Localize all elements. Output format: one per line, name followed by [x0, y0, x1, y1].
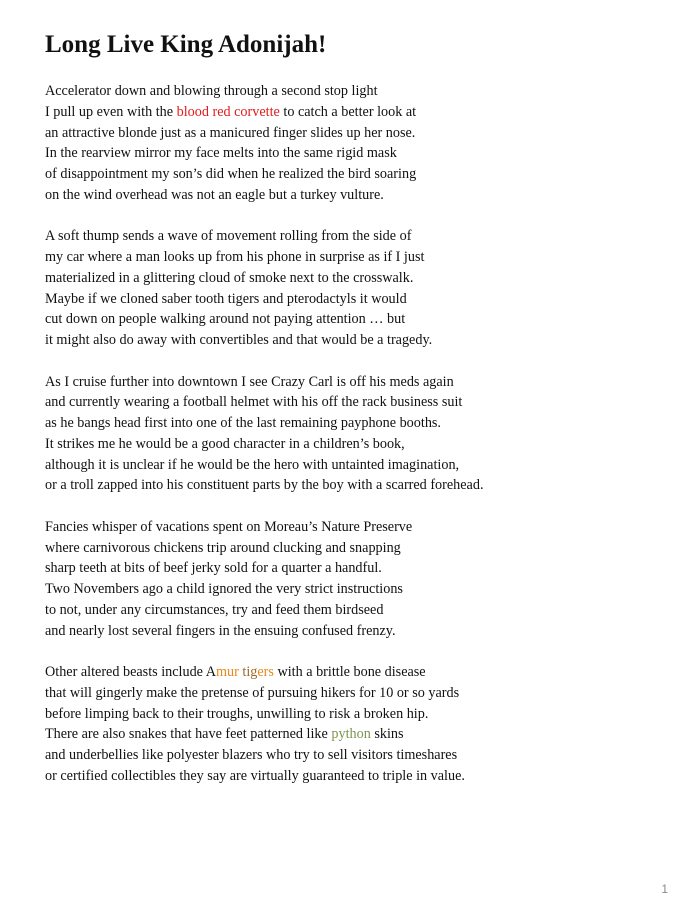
- line-text: There are also snakes that have feet patterned like: [45, 726, 332, 743]
- line-text: skins: [370, 726, 404, 743]
- poem-line: my car where a man looks up from his phone in surprise as if I just: [45, 249, 425, 265]
- poem-line: that will gingerly make the pretense of pursuing hikers for 10 or so yards: [45, 684, 460, 701]
- line-text: with a brittle bone disease: [273, 664, 426, 680]
- poem-line: and currently wearing a football helmet with his off the rack business suit: [45, 394, 463, 411]
- poem-line: cut down on people walking around not paying attention … but: [45, 311, 406, 328]
- line-text: to catch a better look at: [279, 103, 417, 120]
- poem-line: Fancies whisper of vacations spent on Moreau’s Nature Preserve: [45, 518, 413, 535]
- stanza-gap: [45, 641, 665, 662]
- poem-line: on the wind overhead was not an eagle but a turkey vulture.: [45, 186, 384, 203]
- poem-line: [45, 102, 665, 123]
- highlighted-text: ers: [257, 664, 274, 680]
- poem-line: and underbellies like polyester blazers who try to sell visitors timeshares: [45, 747, 458, 763]
- stanza-gap: [45, 496, 665, 517]
- poem-line: or a troll zapped into his constituent parts by the boy with a scarred forehead.: [45, 477, 484, 494]
- poem-line: Two Novembers ago a child ignored the very strict instructions: [45, 581, 403, 597]
- poem-body: [45, 81, 665, 787]
- poem-line: It strikes me he would be a good character in a children’s book,: [45, 435, 405, 452]
- poem-line: as he bangs head first into one of the last remaining payphone booths.: [45, 415, 441, 431]
- poem-line: Accelerator down and blowing through a second stop light: [45, 83, 378, 99]
- poem-line: materialized in a glittering cloud of smoke next to the crosswalk.: [45, 269, 414, 286]
- poem-line: to not, under any circumstances, try and feed them birdseed: [45, 601, 384, 618]
- poem-line: of disappointment my son’s did when he realized the bird soaring: [45, 166, 417, 182]
- poem-line: In the rearview mirror my face melts into the same rigid mask: [45, 145, 397, 162]
- highlighted-text: mur: [215, 664, 239, 680]
- poem-title: Long Live King Adonijah!: [45, 31, 327, 58]
- highlighted-text: python: [331, 726, 371, 743]
- stanza-gap: [45, 206, 665, 227]
- highlighted-text: blood red corvette: [176, 103, 280, 120]
- line-text: Other altered beasts include A: [45, 664, 216, 680]
- page-number: 1: [661, 882, 668, 896]
- stanza-gap: [45, 351, 665, 372]
- poem-line: or certified collectibles they say are virtually guaranteed to triple in value.: [45, 767, 465, 784]
- poem-line: an attractive blonde just as a manicured finger slides up her nose.: [45, 124, 416, 141]
- line-text: I pull up even with the: [45, 103, 177, 120]
- poem-line: it might also do away with convertibles and that would be a tragedy.: [45, 332, 433, 348]
- poem-line: [45, 724, 665, 745]
- poem-line: although it is unclear if he would be the hero with untainted imagination,: [45, 456, 460, 473]
- poem-line: sharp teeth at bits of beef jerky sold for a quarter a handful.: [45, 560, 382, 577]
- poem-line: A soft thump sends a wave of movement rolling from the side of: [45, 228, 412, 245]
- poem-line: and nearly lost several fingers in the ensuing confused frenzy.: [45, 622, 396, 639]
- poem-line: As I cruise further into downtown I see Crazy Carl is off his meds again: [45, 373, 454, 390]
- poem-line: before limping back to their troughs, unwilling to risk a broken hip.: [45, 705, 429, 722]
- poem-line: [45, 662, 665, 683]
- poem-line: where carnivorous chickens trip around clucking and snapping: [45, 539, 401, 556]
- highlighted-text: tig: [242, 664, 258, 680]
- poem-line: Maybe if we cloned saber tooth tigers and pterodactyls it would: [45, 290, 407, 307]
